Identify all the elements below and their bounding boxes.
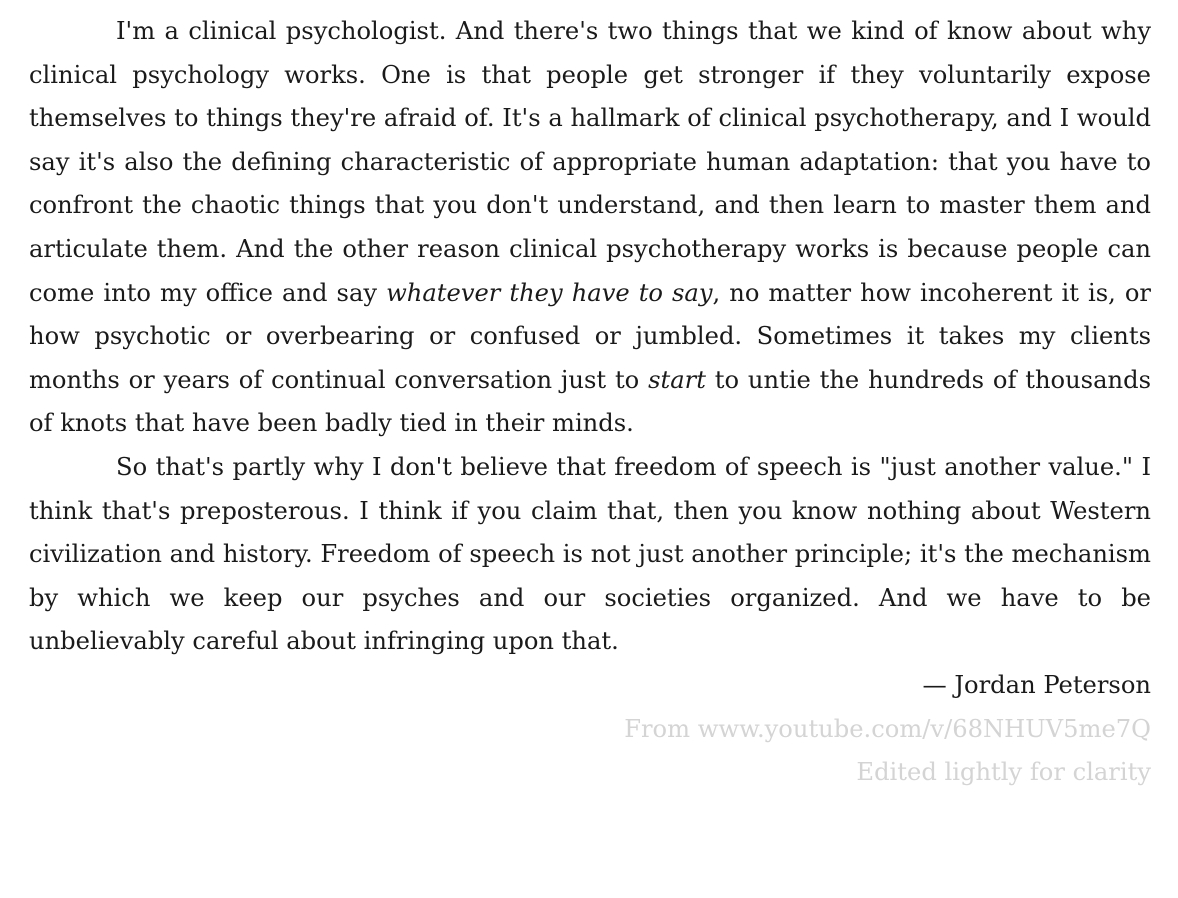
quote-paragraph-1	[29, 10, 1151, 446]
paragraph-2-segment-1: So that's partly why I don't believe that freedom of speech is "just another value." I think that's preposterous. I think if you claim that, then you know nothing about Western civilization and history. Freedom of speech is not just another principle; it's the mechanism by which we keep our psyches and our societies organized. And we have to be unbelievably careful about infringing upon that.	[29, 452, 1151, 656]
quote-paragraph-2	[29, 446, 1151, 664]
paragraph-1-segment-5: to untie the hundreds of thousands of knots that have been badly tied in their minds.	[29, 365, 1151, 438]
paragraph-1-emphasis-whatever: whatever they have to say	[386, 278, 713, 307]
paragraph-1-segment-3: , no matter how incoherent it is, or how psychotic or overbearing or confused or jumbled. Sometimes it takes my clients months or years of continual conversation just to	[29, 278, 1151, 394]
quote-card	[29, 10, 1151, 795]
source-link-text: From www.youtube.com/v/68NHUV5me7Q	[624, 714, 1151, 743]
paragraph-1-emphasis-start: start	[648, 365, 706, 394]
quote-attribution: — Jordan Peterson	[922, 670, 1151, 699]
edit-note: Edited lightly for clarity	[856, 758, 1151, 787]
paragraph-1-segment-1: I'm a clinical psychologist. And there's two things that we kind of know about why clinical psychology works. One is that people get stronger if they voluntarily expose themselves to things they're afraid of. It's a hallmark of clinical psychotherapy, and I would say it's also the defining characteristic of appropriate human adaptation: that you have to confront the chaotic things that you don't understand, and then learn to master them and articulate them. And the other reason clinical psychotherapy works is because people can come into my office and say	[29, 17, 1151, 307]
